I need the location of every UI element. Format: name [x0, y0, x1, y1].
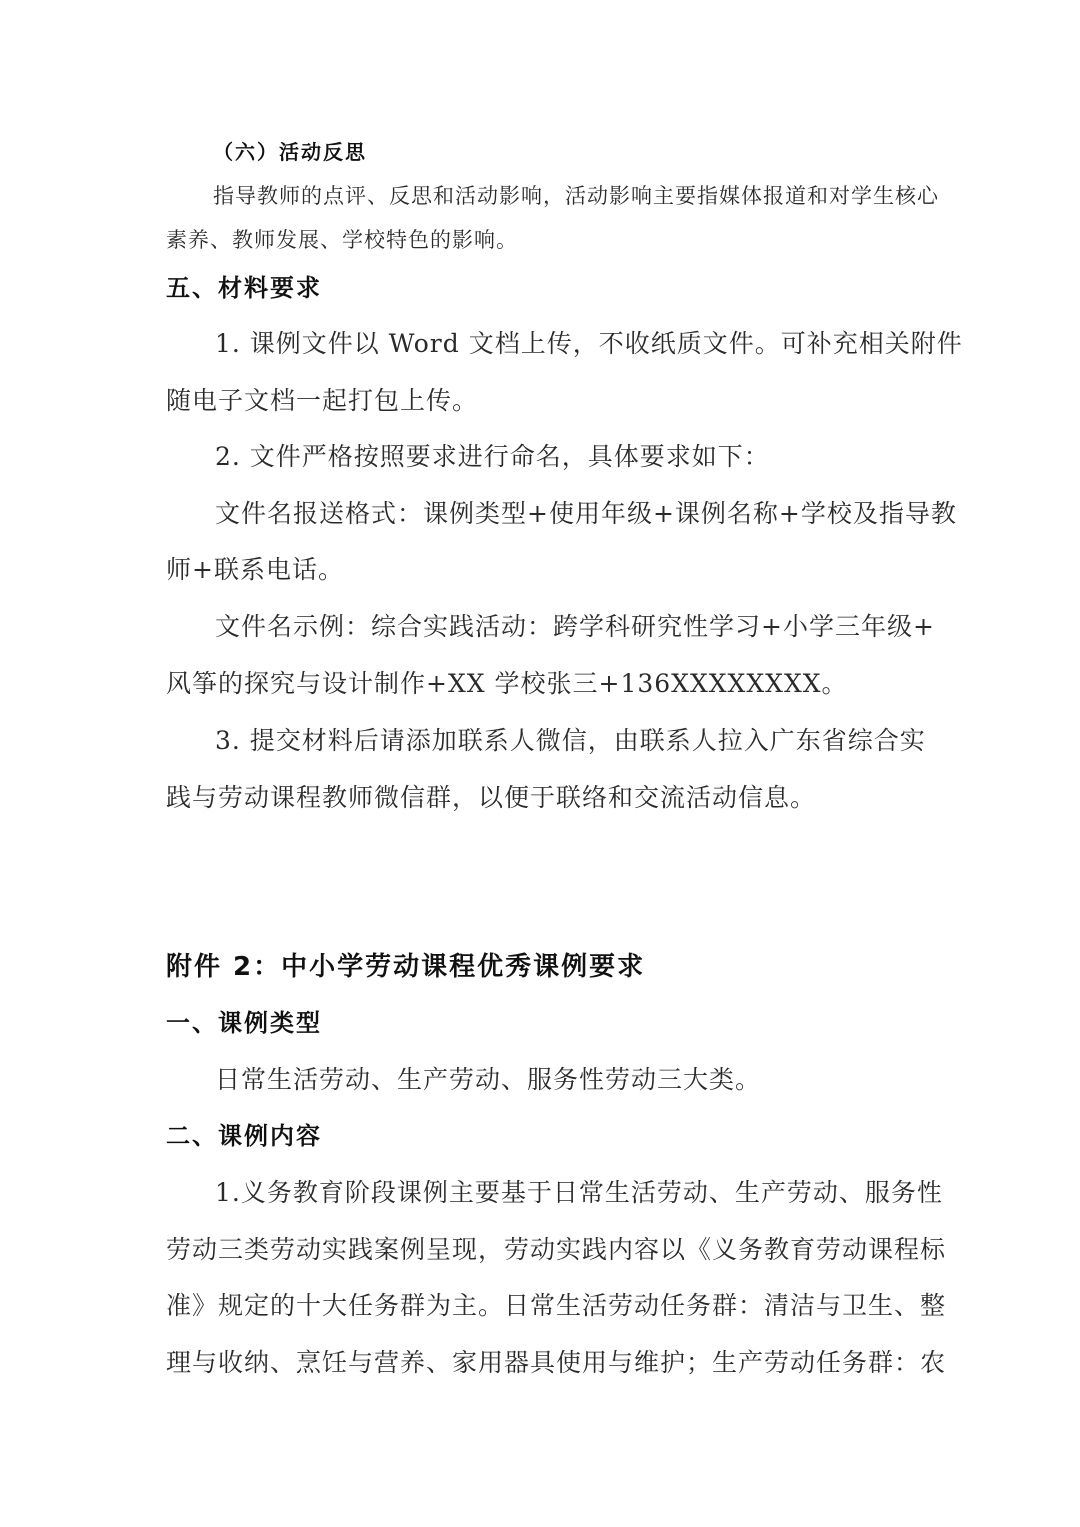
attachment2-section2-title: 二、课例内容 [166, 1122, 322, 1150]
item2-line: 2. 文件严格按照要求进行命名，具体要求如下： [215, 442, 770, 471]
example-line-1: 文件名示例：综合实践活动：跨学科研究性学习+小学三年级+ [215, 612, 935, 641]
item3-line-2: 践与劳动课程教师微信群，以便于联络和交流活动信息。 [166, 783, 817, 812]
section-six-line-2: 素养、教师发展、学校特色的影响。 [166, 228, 518, 252]
format-line-2: 师+联系电话。 [166, 555, 344, 584]
section2-line-3: 准》规定的十大任务群为主。日常生活劳动任务群：清洁与卫生、整 [166, 1291, 947, 1320]
example-line-2: 风筝的探究与设计制作+XX 学校张三+136XXXXXXXX。 [166, 669, 848, 698]
section2-line-4: 理与收纳、烹饪与营养、家用器具使用与维护；生产劳动任务群：农 [166, 1348, 947, 1377]
attachment2-section1-title: 一、课例类型 [166, 1009, 322, 1037]
section2-line-2: 劳动三类劳动实践案例呈现，劳动实践内容以《义务教育劳动课程标 [166, 1235, 947, 1264]
format-line-1: 文件名报送格式：课例类型+使用年级+课例名称+学校及指导教 [215, 499, 957, 528]
attachment2-title: 附件 2：中小学劳动课程优秀课例要求 [166, 952, 646, 982]
item3-line-1: 3. 提交材料后请添加联系人微信，由联系人拉入广东省综合实 [215, 726, 926, 755]
section-six-line-1: 指导教师的点评、反思和活动影响，活动影响主要指媒体报道和对学生核心 [213, 184, 939, 208]
section-five-title: 五、材料要求 [166, 274, 322, 302]
attachment2-section1-text: 日常生活劳动、生产劳动、服务性劳动三大类。 [215, 1065, 762, 1094]
section-six-title: （六）活动反思 [213, 140, 367, 164]
item1-line-1: 1. 课例文件以 Word 文档上传，不收纸质文件。可补充相关附件 [215, 329, 963, 358]
section2-line-1: 1.义务教育阶段课例主要基于日常生活劳动、生产劳动、服务性 [215, 1178, 943, 1207]
item1-line-2: 随电子文档一起打包上传。 [166, 386, 479, 415]
